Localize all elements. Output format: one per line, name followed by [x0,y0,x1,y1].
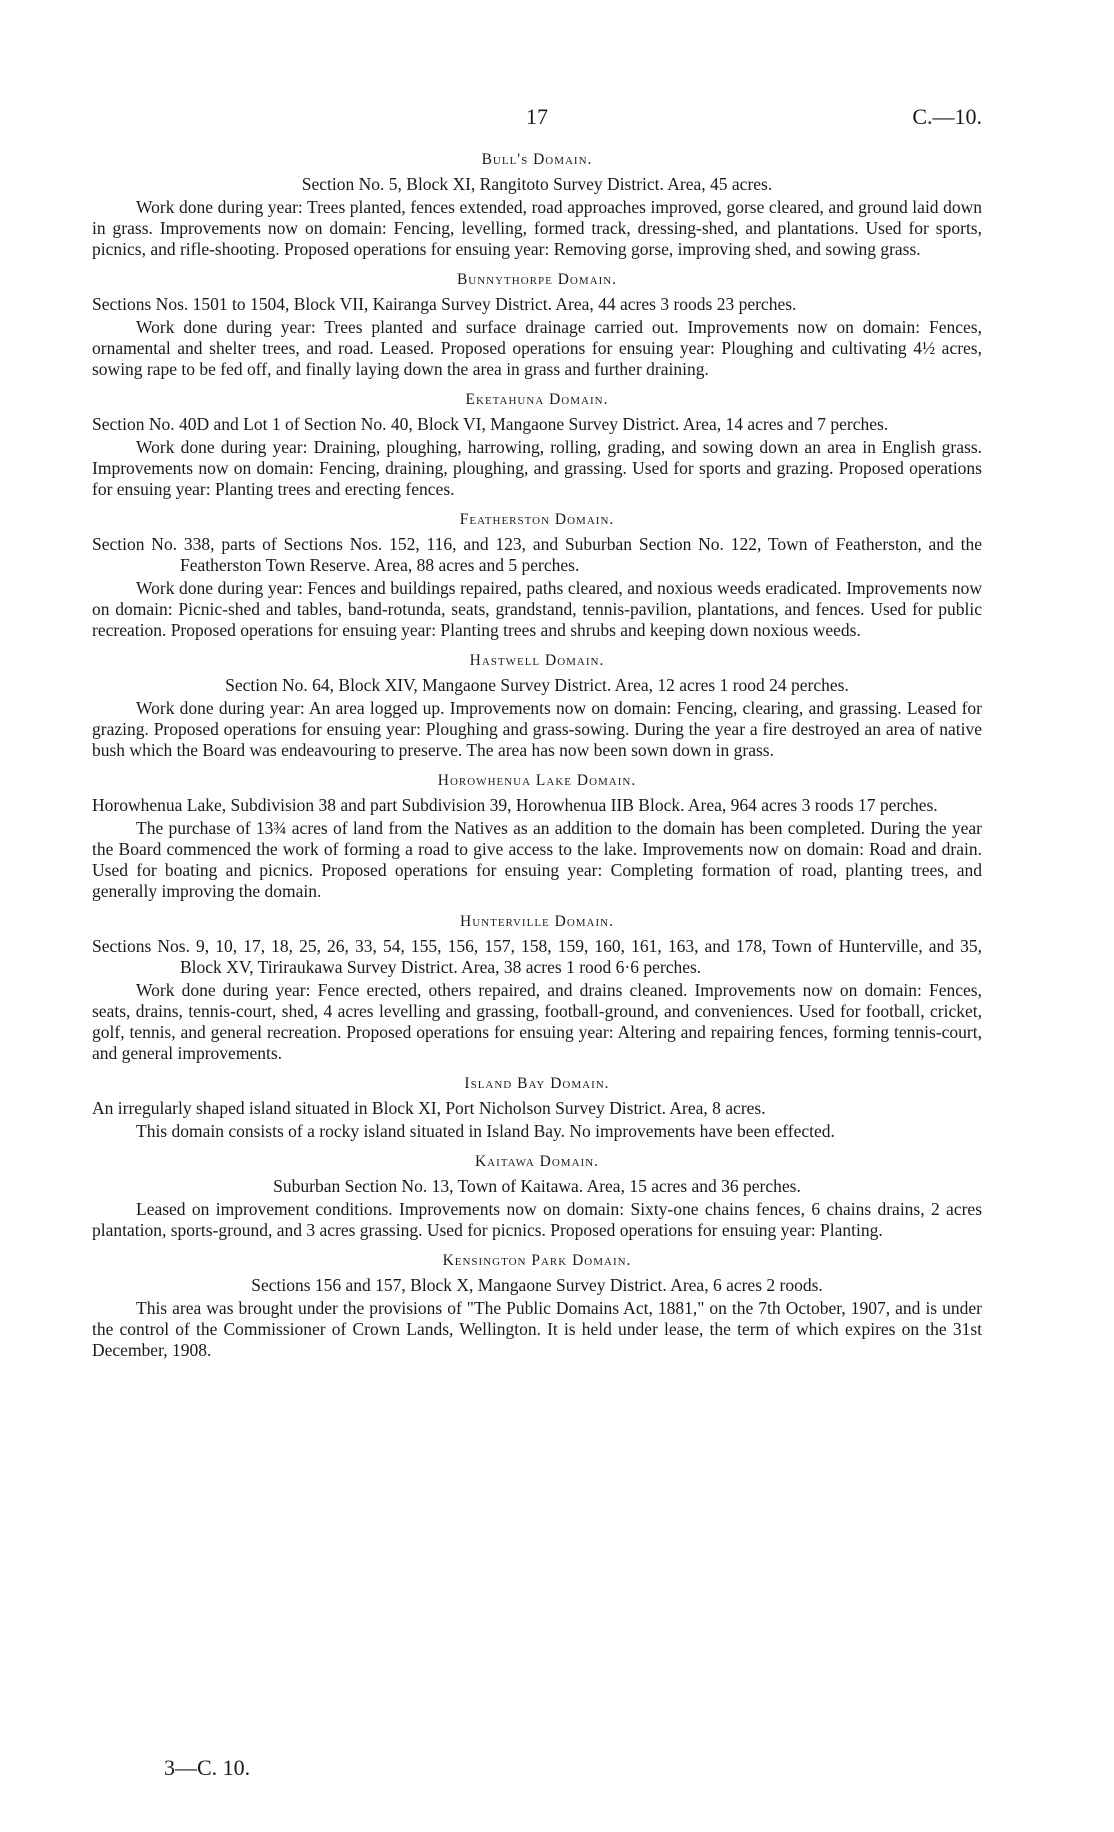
section-heading: Featherston Domain. [459,511,615,528]
section-heading: Bunnythorpe Domain. [456,271,618,288]
section-paragraph: Leased on improvement conditions. Improvements now on domain: Sixty-one chains fences, 6 chains drains, 2 acres plantation, sports-ground, and 3 acres grassing. Used for picnics. Proposed operations for ensuing year: Planting. [92,1199,982,1240]
printer-signature: 3—C. 10. [164,1755,251,1780]
section-location: An irregularly shaped island situated in Block XI, Port Nicholson Survey District. Area, 8 acres. [92,1098,766,1118]
domain-section [92,150,982,260]
section-heading: Eketahuna Domain. [465,391,609,408]
domain-section [92,651,982,761]
section-heading: Kensington Park Domain. [442,1252,632,1269]
section-paragraph: Work done during year: Trees planted and surface drainage carried out. Improvements now on domain: Fences, ornamental and shelter trees, and road. Leased. Proposed operations for ensuing year: Ploughing and cultivating 4½ acres, sowing rape to be fed off, and finally laying down the area in grass and further draining. [92,317,982,379]
section-location: Section No. 40D and Lot 1 of Section No. 40, Block VI, Mangaone Survey District. Area, 14 acres and 7 perches. [92,414,889,434]
section-paragraph: Work done during year: An area logged up. Improvements now on domain: Fencing, clearing, and grassing. Leased for grazing. Proposed operations for ensuing year: Ploughing and grass-sowing. During the year a fire destroyed an area of native bush which the Board was endeavouring to preserve. The area has now been sown down in grass. [92,698,982,760]
domain-section [92,1251,982,1361]
section-paragraph: This domain consists of a rocky island situated in Island Bay. No improvements have been effected. [136,1121,835,1141]
section-paragraph: Work done during year: Fences and buildings repaired, paths cleared, and noxious weeds eradicated. Improvements now on domain: Picnic-shed and tables, band-rotunda, seats, grandstand, tennis-pavilion, plantations, and fences. Used for public recreation. Proposed operations for ensuing year: Planting trees and shrubs and keeping down noxious weeds. [92,578,982,640]
document-body [92,150,982,1371]
section-heading: Bull's Domain. [481,151,593,168]
section-heading: Island Bay Domain. [464,1075,610,1092]
domain-section [92,390,982,500]
document-page [92,0,982,1832]
domain-section [92,1074,982,1142]
document-reference: C.—10. [912,104,982,129]
section-location: Section No. 64, Block XIV, Mangaone Survey District. Area, 12 acres 1 rood 24 perches. [225,675,849,695]
section-location: Sections Nos. 1501 to 1504, Block VII, Kairanga Survey District. Area, 44 acres 3 roods 23 perches. [92,294,797,314]
section-location: Suburban Section No. 13, Town of Kaitawa. Area, 15 acres and 36 perches. [273,1176,801,1196]
domain-section [92,270,982,380]
section-location: Sections Nos. 9, 10, 17, 18, 25, 26, 33, 54, 155, 156, 157, 158, 159, 160, 161, 163, and 178, Town of Hunterville, and 35, Block XV, Tiriraukawa Survey District. Area, 38 acres 1 rood 6·6 perches. [92,936,982,977]
page-header [92,104,982,134]
domain-section [92,510,982,641]
domain-section [92,771,982,902]
section-location: Section No. 338, parts of Sections Nos. 152, 116, and 123, and Suburban Section No. 122, Town of Featherston, and the Featherston Town Reserve. Area, 88 acres and 5 perches. [92,534,982,575]
section-heading: Hunterville Domain. [460,913,614,930]
section-location: Horowhenua Lake, Subdivision 38 and part Subdivision 39, Horowhenua IIB Block. Area, 964 acres 3 roods 17 perches. [92,795,938,815]
section-heading: Horowhenua Lake Domain. [437,772,637,789]
domain-section [92,912,982,1064]
section-heading: Hastwell Domain. [469,652,605,669]
domain-section [92,1152,982,1241]
section-paragraph: Work done during year: Trees planted, fences extended, road approaches improved, gorse cleared, and ground laid down in grass. Improvements now on domain: Fencing, levelling, formed track, dressing-shed, and plantations. Used for sports, picnics, and rifle-shooting. Proposed operations for ensuing year: Removing gorse, improving shed, and sowing grass. [92,197,982,259]
section-location: Section No. 5, Block XI, Rangitoto Survey District. Area, 45 acres. [301,174,773,194]
section-location: Sections 156 and 157, Block X, Mangaone Survey District. Area, 6 acres 2 roods. [251,1275,823,1295]
section-heading: Kaitawa Domain. [474,1153,600,1170]
page-number: 17 [526,104,548,129]
section-paragraph: This area was brought under the provisions of "The Public Domains Act, 1881," on the 7th October, 1907, and is under the control of the Commissioner of Crown Lands, Wellington. It is held under lease, the term of which expires on the 31st December, 1908. [92,1298,982,1360]
section-paragraph: Work done during year: Draining, ploughing, harrowing, rolling, grading, and sowing down an area in English grass. Improvements now on domain: Fencing, draining, ploughing, and grassing. Used for sports and grazing. Proposed operations for ensuing year: Planting trees and erecting fences. [92,437,982,499]
section-paragraph: Work done during year: Fence erected, others repaired, and drains cleaned. Improvements now on domain: Fences, seats, drains, tennis-court, shed, 4 acres levelling and grassing, football-ground, and conveniences. Used for football, cricket, golf, tennis, and general recreation. Proposed operations for ensuing year: Altering and repairing fences, forming tennis-court, and general improvements. [92,980,982,1063]
section-paragraph: The purchase of 13¾ acres of land from the Natives as an addition to the domain has been completed. During the year the Board commenced the work of forming a road to give access to the lake. Improvements now on domain: Road and drain. Used for boating and picnics. Proposed operations for ensuing year: Completing formation of road, planting trees, and generally improving the domain. [92,818,982,901]
